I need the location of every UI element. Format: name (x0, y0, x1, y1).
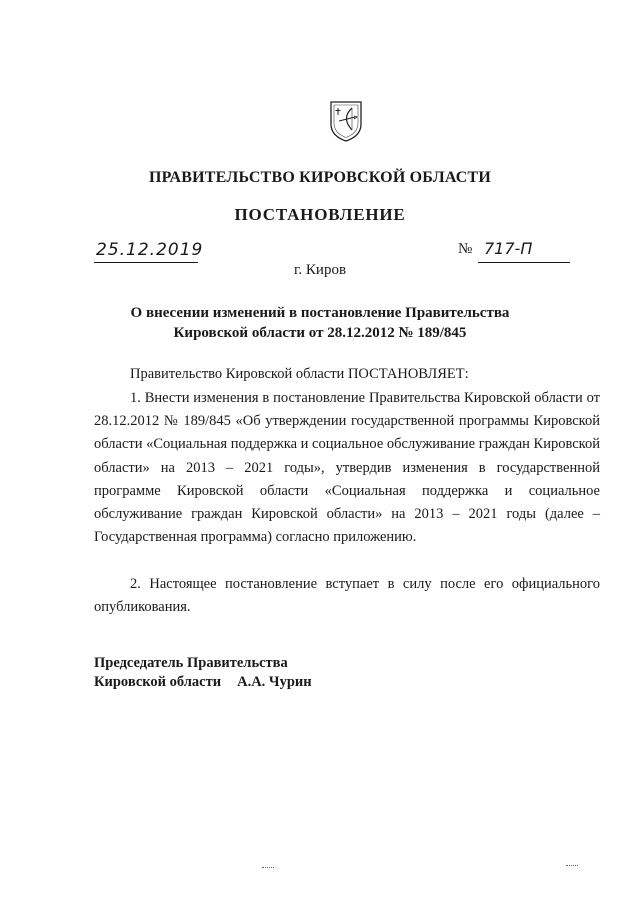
paragraph-2: 2. Настоящее постановление вступает в силу после его официального опубликования. (94, 576, 600, 616)
signatory-region: Кировской области (94, 674, 222, 690)
document-type: ПОСТАНОВЛЕНИЕ (234, 205, 406, 224)
coat-of-arms-icon (329, 100, 363, 142)
signature-block (94, 654, 312, 692)
document-subject (0, 303, 640, 343)
signatory-region-line (94, 673, 312, 692)
document-number: 717-П (484, 239, 533, 258)
signatory-name: А.А. Чурин (237, 674, 312, 690)
city: г. Киров (293, 262, 347, 278)
scan-artifact (566, 865, 578, 866)
subject-line-1: О внесении изменений в постановление Правительства (130, 305, 510, 321)
number-label: № (458, 241, 473, 257)
document-date: 25.12.2019 (96, 240, 204, 260)
signatory-title: Председатель Правительства (94, 655, 288, 671)
organization-title: ПРАВИТЕЛЬСТВО КИРОВСКОЙ ОБЛАСТИ (148, 169, 492, 186)
preamble: Правительство Кировской области ПОСТАНОВЛЯЕТ: (130, 366, 469, 382)
scan-artifact (262, 867, 274, 868)
paragraph-1: 1. Внести изменения в постановление Правительства Кировской области от 28.12.2012 № 189/845 «Об утверждении государственной программы Кировской области «Социальная поддержка и социальное обслуживание граждан Кировской области» на 2013 – 2021 годы», утвердив изменения в государственной программе Кировской области «Социальная поддержка и социальное обслуживание граждан Кировской области» на 2013 – 2021 годы (далее – Государственная программа) согласно приложению. (94, 390, 600, 546)
subject-line-2: Кировской области от 28.12.2012 № 189/845 (173, 325, 467, 341)
